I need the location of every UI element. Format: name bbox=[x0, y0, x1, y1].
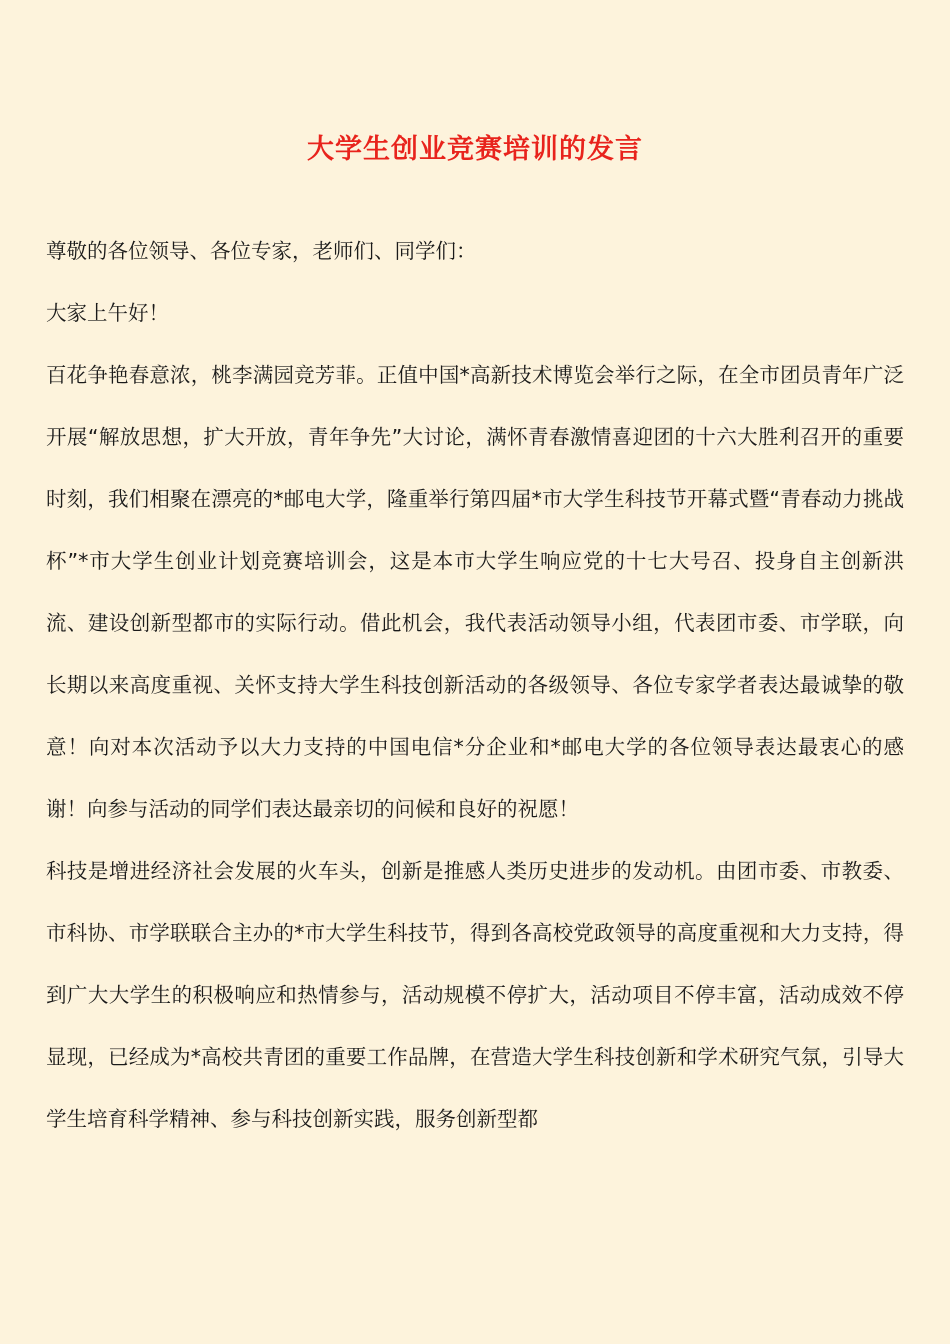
paragraph: 百花争艳春意浓，桃李满园竞芳菲。正值中国*高新技术博览会举行之际，在全市团员青年广泛开展“解放思想，扩大开放，青年争先”大讨论，满怀青春激情喜迎团的十六大胜利召开的重要时刻，我们相聚在漂亮的*邮电大学，隆重举行第四届*市大学生科技节开幕式暨“青春动力挑战杯”*市大学生创业计划竞赛培训会，这是本市大学生响应党的十七大号召、投身自主创新洪流、建设创新型都市的实际行动。借此机会，我代表活动领导小组，代表团市委、市学联，向长期以来高度重视、关怀支持大学生科技创新活动的各级领导、各位专家学者表达最诚挚的敬意！向对本次活动予以大力支持的中国电信*分企业和*邮电大学的各位领导表达最衷心的感谢！向参与活动的同学们表达最亲切的问候和良好的祝愿！ bbox=[46, 363, 904, 821]
paragraph: 科技是增进经济社会发展的火车头，创新是推感人类历史进步的发动机。由团市委、市教委、市科协、市学联联合主办的*市大学生科技节，得到各高校党政领导的高度重视和大力支持，得到广大大学生的积极响应和热情参与，活动规模不停扩大，活动项目不停丰富，活动成效不停显现，已经成为*高校共青团的重要工作品牌，在营造大学生科技创新和学术研究气氛，引导大学生培育科学精神、参与科技创新实践，服务创新型都 bbox=[46, 859, 904, 1131]
document-title: 大学生创业竞赛培训的发言 bbox=[307, 134, 643, 165]
greeting: 大家上午好！ bbox=[46, 301, 169, 325]
document-body bbox=[46, 220, 904, 1150]
salutation: 尊敬的各位领导、各位专家，老师们、同学们： bbox=[46, 239, 477, 263]
